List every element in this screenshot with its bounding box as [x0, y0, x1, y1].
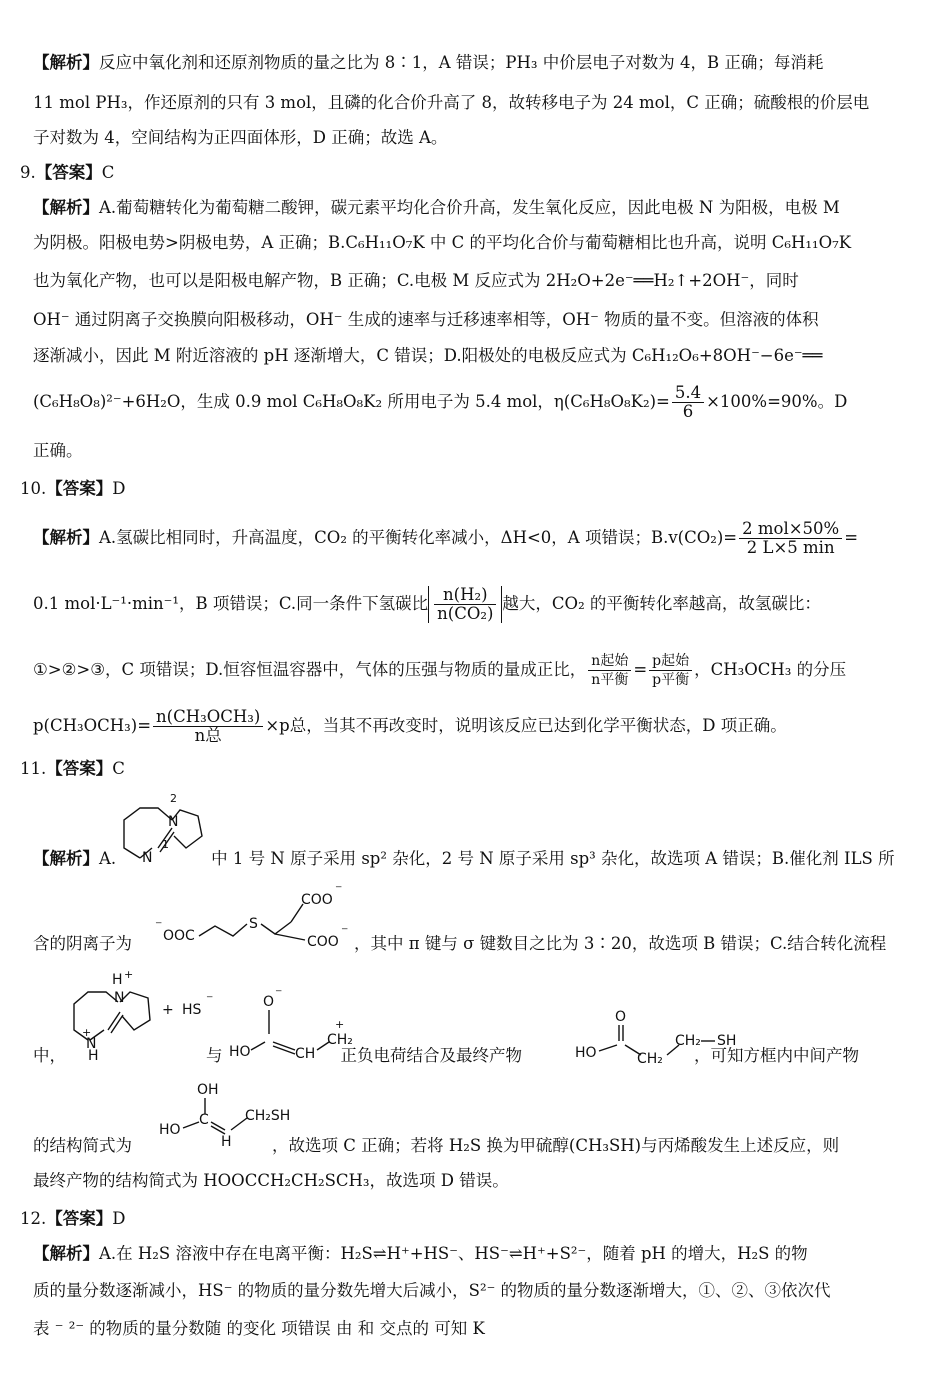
q9-eq-text-a: (C₆H₈O₈)²⁻+6H₂O，生成 0.9 mol C₆H₈O₈K₂ 所用电子为 5.4 mol，η(C₆H₈O₈K₂)= [33, 392, 670, 411]
q9-analysis-line-5: 逐渐减小，因此 M 附近溶液的 pH 逐渐增大，C 错误；D.阳极处的电极反应式为 C₆H₁₂O₆+8OH⁻−6e⁻══ [33, 346, 823, 365]
q12-analysis-line-1: 【解析】A.在 H₂S 溶液中存在电离平衡：H₂S⇌H⁺+HS⁻、HS⁻⇌H⁺+S²⁻，随着 pH 的增大，H₂S 的物 [33, 1244, 808, 1263]
coo-bottom-label: COO [307, 934, 339, 950]
q11-l2-text: 含的阴离子为 [33, 934, 132, 953]
q9-analysis-line-2: 为阴极。阳极电势>阴极电势，A 正确；B.C₆H₁₁O₇K 中 C 的平均化合价与葡萄糖相比也升高，说明 C₆H₁₁O₇K [33, 233, 852, 252]
q11-l3-text-d: ，可知方框内中间产物 [694, 1046, 859, 1065]
q10-ratio-numerator: n(H₂) [434, 586, 496, 605]
q11-l3-with: 与 [206, 1046, 223, 1065]
coo-top-minus: ⁻ [335, 882, 343, 898]
q11-l1-text-b: 中 1 号 N 原子采用 sp² 杂化，2 号 N 原子采用 sp³ 杂化，故选项 A 错误；B.催化剂 ILS 所 [211, 849, 895, 868]
q12-answer: 12.【答案】D [20, 1209, 126, 1228]
q11-l3-text-c: 正负电荷结合及最终产物 [340, 1046, 522, 1065]
q11-l3-text: 中， [33, 1046, 66, 1065]
q10-n-fraction [588, 652, 631, 689]
product-ch2-label-1: CH₂ [637, 1051, 663, 1065]
q10-partial-denominator: n总 [194, 726, 222, 745]
q10-p-eq: p平衡 [652, 672, 690, 688]
q10-p-start: p起始 [649, 652, 692, 671]
q12-analysis-line-3: 表 ⁻ ²⁻ 的物质的量分数随 的变化 项错误 由 和 交点的 可知 K [33, 1319, 485, 1338]
product-o-label: O [615, 1009, 627, 1025]
q12-analysis-line-2: 质的量分数逐渐减小，HS⁻ 的物质的量分数先增大后减小，S²⁻ 的物质的量分数逐渐增大，①、②、③依次代 [33, 1281, 831, 1300]
q10-rate-numerator: 2 mol×50% [739, 520, 842, 539]
q10-ratio-denominator: n(CO₂) [437, 604, 494, 623]
q10-l4-text: p(CH₃OCH₃)= [33, 716, 152, 735]
q11-l4-text-b: ，故选项 C 正确；若将 H₂S 换为甲硫醇(CH₃SH)与丙烯酸发生上述反应，则 [272, 1136, 840, 1155]
q10-partial-numerator: n(CH₃OCH₃) [153, 708, 263, 727]
q10-l2-text-b: 越大，CO₂ 的平衡转化率越高，故氢碳比： [502, 594, 821, 613]
inter-ho-label: HO [159, 1122, 181, 1138]
q10-rate-denominator: 2 L×5 min [746, 538, 835, 557]
q10-analysis-line-1 [33, 520, 932, 557]
q11-l4-text: 的结构简式为 [33, 1136, 132, 1155]
q10-partial-fraction [153, 708, 263, 745]
inter-oh-label: OH [197, 1082, 219, 1098]
q10-n-start: n起始 [588, 652, 631, 671]
q11-l1-text: 【解析】A. [33, 849, 117, 868]
q11-analysis-line-3 [33, 1045, 932, 1067]
inter-ch2sh-label: CH₂SH [245, 1108, 291, 1124]
q10-n-eq: n平衡 [591, 672, 629, 688]
q11-analysis-line-2 [33, 933, 932, 955]
q8-analysis-line-2: 11 mol PH₃，作还原剂的只有 3 mol，且磷的化合价升高了 8，故转移电子为 24 mol，C 正确；硫酸根的价层电 [33, 93, 870, 112]
q9-answer: 9.【答案】C [20, 163, 115, 182]
num1-label: 1 [162, 838, 169, 851]
num2-label: 2 [170, 792, 177, 805]
q10-l1-eq: = [844, 528, 859, 547]
q8-analysis-line-1: 【解析】反应中氧化剂和还原剂物质的量之比为 8∶1，A 错误；PH₃ 中价层电子对数为 4，B 正确；每消耗 [33, 53, 824, 72]
q9-frac-denominator: 6 [682, 402, 694, 421]
q10-p-fraction [649, 652, 692, 689]
o-minus-sign: ⁻ [275, 990, 283, 1002]
q10-l4-text-b: ×p总，当其不再改变时，说明该反应已达到化学平衡状态，D 项正确。 [265, 716, 787, 735]
product-ho-label: HO [575, 1045, 597, 1061]
q9-frac-numerator: 5.4 [672, 384, 704, 403]
ooc-minus: ⁻ [155, 918, 163, 934]
q9-eq-text-b: ×100%=90%。D [706, 392, 848, 411]
q10-l2-text: 0.1 mol·L⁻¹·min⁻¹，B 项错误；C.同一条件下氢碳比 [33, 594, 429, 613]
q9-analysis-line-3: 也为氧化产物，也可以是阳极电解产物，B 正确；C.电极 M 反应式为 2H₂O+2e⁻══H₂↑+2OH⁻，同时 [33, 271, 799, 290]
q10-l1-text: 【解析】A.氢碳比相同时，升高温度，CO₂ 的平衡转化率减小，ΔH<0，A 项错误；B.v(CO₂)= [33, 528, 738, 547]
q10-l3-text: ①>②>③，C 项错误；D.恒容恒温容器中，气体的压强与物质的量成正比， [33, 660, 587, 679]
coo-top-label: COO [301, 892, 333, 908]
inter-c-label: C [199, 1112, 209, 1128]
q10-l3-eq: = [633, 660, 648, 679]
ho-label: HO [229, 1044, 251, 1060]
product-ch2-label-2: CH₂ [675, 1033, 701, 1049]
q10-analysis-line-4 [33, 708, 932, 745]
q10-analysis-line-2 [33, 586, 932, 623]
q10-ratio-bracket [428, 586, 502, 623]
h-plus-sign: + [124, 968, 134, 981]
q11-answer: 11.【答案】C [20, 759, 125, 778]
q11-analysis-line-4 [33, 1135, 932, 1157]
ooc-label: OOC [163, 928, 195, 944]
q9-analysis-line-7: 正确。 [33, 441, 83, 460]
inter-h-label: H [221, 1134, 232, 1148]
q9-efficiency-fraction [672, 384, 704, 421]
o-minus-label: O [263, 994, 275, 1010]
coo-bottom-minus: ⁻ [341, 924, 349, 940]
ch2-label: CH₂ [327, 1032, 353, 1048]
h-plus-label: H [112, 972, 123, 988]
s-label: S [249, 916, 258, 932]
q11-analysis-line-5: 最终产物的结构简式为 HOOCCH₂CH₂SCH₃，故选项 D 错误。 [33, 1171, 509, 1190]
n-top-label: N [114, 990, 125, 1006]
nh-plus: + [82, 1026, 92, 1039]
q10-ratio-fraction [434, 586, 496, 623]
plus-sign: + [162, 1002, 174, 1018]
hs-minus: ⁻ [206, 992, 214, 1008]
q9-analysis-line-4: OH⁻ 通过阴离子交换膜向阳极移动，OH⁻ 生成的速率与迁移速率相等，OH⁻ 物质的量不变。但溶液的体积 [33, 310, 819, 329]
n2-label: N [168, 814, 179, 830]
q11-l2-text-b: ，其中 π 键与 σ 键数目之比为 3∶20，故选项 B 错误；C.结合转化流程 [354, 934, 887, 953]
ch-label: CH [295, 1046, 316, 1060]
q10-analysis-line-3 [33, 652, 932, 689]
q10-l3-text-b: ，CH₃OCH₃ 的分压 [694, 660, 847, 679]
q11-analysis-line-1 [33, 848, 932, 870]
q8-analysis-line-3: 子对数为 4，空间结构为正四面体形，D 正确；故选 A。 [33, 128, 448, 147]
hs-label: HS [182, 1002, 202, 1018]
n1-label: N [142, 850, 153, 866]
nh-h-label: H [88, 1048, 99, 1060]
q10-rate-fraction [739, 520, 842, 557]
nh-label: N [86, 1036, 97, 1052]
q10-answer: 10.【答案】D [20, 479, 126, 498]
ch2-plus: + [335, 1018, 345, 1031]
q9-analysis-line-1: 【解析】A.葡萄糖转化为葡萄糖二酸钾，碳元素平均化合价升高，发生氧化反应，因此电极 N 为阳极，电极 M [33, 198, 840, 217]
product-sh-label: SH [717, 1033, 737, 1049]
q9-analysis-line-6 [33, 384, 932, 421]
